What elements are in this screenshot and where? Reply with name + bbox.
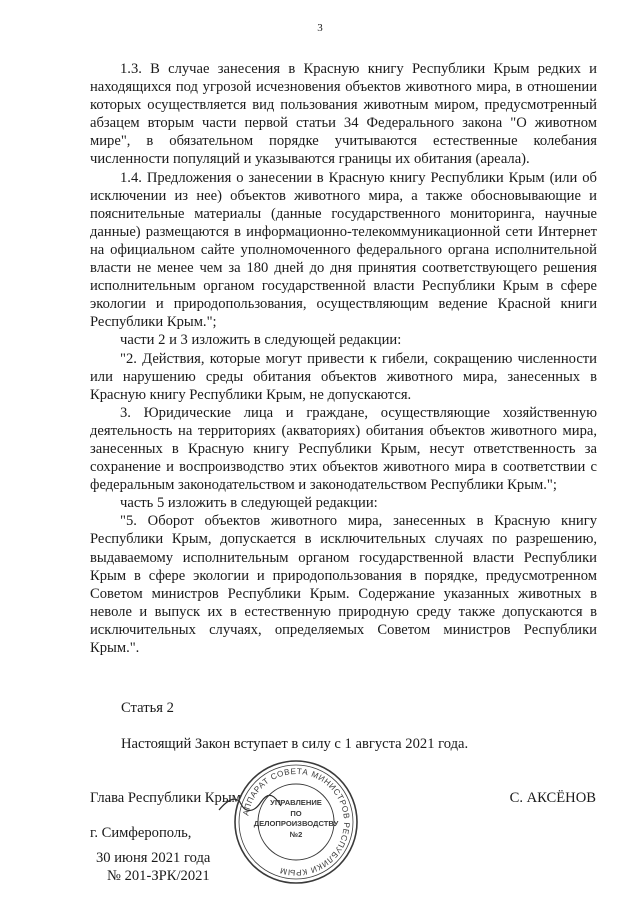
seal-line-1: УПРАВЛЕНИЕ	[270, 798, 322, 807]
paragraph-part-3: 3. Юридические лица и граждане, осуществляющие хозяйственную деятельность на территориях (акваториях) обитания объектов животного мира, занесенных в Красную книгу Республики Крым, несут ответственность за сохранение и воспроизводство этих объектов животного мира в соответствии с федеральным законодательством и законодательством Республики Крым.";	[90, 404, 597, 494]
law-body-text	[90, 60, 597, 657]
signer-name: С. АКСЁНОВ	[509, 790, 596, 806]
amendment-intro-parts-2-3: части 2 и 3 изложить в следующей редакции:	[120, 332, 402, 349]
law-number: № 201-ЗРК/2021	[107, 868, 210, 884]
official-seal-stamp	[232, 758, 360, 886]
signing-date: 30 июня 2021 года	[96, 850, 211, 866]
effective-date-text: Настоящий Закон вступает в силу с 1 августа 2021 года.	[121, 736, 469, 752]
article-heading: Статья 2	[121, 700, 174, 716]
paragraph-1-4: 1.4. Предложения о занесении в Красную книгу Республики Крым (или об исключении из нее) объектов животного мира, а также обосновывающие и пояснительные материалы (данные государственного мониторинга, научные данные) размещаются в информационно-телекоммуникационной сети Интернет на официальном сайте уполномоченного федерального органа исполнительной власти не менее чем за 180 дней до дня принятия соответствующего решения исполнительным органом государственной власти Республики Крым в сфере экологии и природопользования, осуществляющим ведение Красной книги Республики Крым.";	[90, 169, 597, 331]
paragraph-part-5: "5. Оборот объектов животного мира, занесенных в Красную книгу Республики Крым, допускается в исключительных случаях по разрешению, выдаваемому исполнительным органом государственной власти Республики Крым в сфере экологии и природопользования в порядке, предусмотренном Советом министров Республики Крым. Содержание указанных животных в неволе и выпуск их в естественную природную среду также допускаются в исключительных случаях, определяемых Советом министров Республики Крым.".	[90, 513, 597, 656]
paragraph-part-2: "2. Действия, которые могут привести к гибели, сокращению численности или нарушению среды обитания объектов животного мира, занесенных в Красную книгу Республики Крым, не допускаются.	[90, 350, 597, 403]
seal-line-2: ПО	[290, 808, 302, 818]
signing-place: г. Симферополь,	[90, 825, 192, 841]
amendment-intro-part-5: часть 5 изложить в следующей редакции:	[120, 495, 378, 512]
page-number: 3	[317, 22, 323, 34]
seal-line-4: №2	[289, 829, 303, 839]
seal-ring-text: АППАРАТ СОВЕТА МИНИСТРОВ РЕСПУБЛИКИ КРЫМ	[241, 766, 352, 878]
paragraph-1-3: 1.3. В случае занесения в Красную книгу Республики Крым редких и находящихся под угрозой исчезновения объектов животного мира, в отношении которых осуществляется вид пользования животным миром, предусмотренный абзацем вторым части первой статьи 34 Федерального закона "О животном мире", в обязательном порядке учитываются естественные колебания численности популяций и указываются границы их обитания (ареала).	[90, 61, 597, 168]
seal-line-3: ДЕЛОПРОИЗВОДСТВУ	[253, 819, 339, 828]
signer-title: Глава Республики Крым	[90, 790, 241, 806]
seal-center-text	[232, 798, 360, 840]
